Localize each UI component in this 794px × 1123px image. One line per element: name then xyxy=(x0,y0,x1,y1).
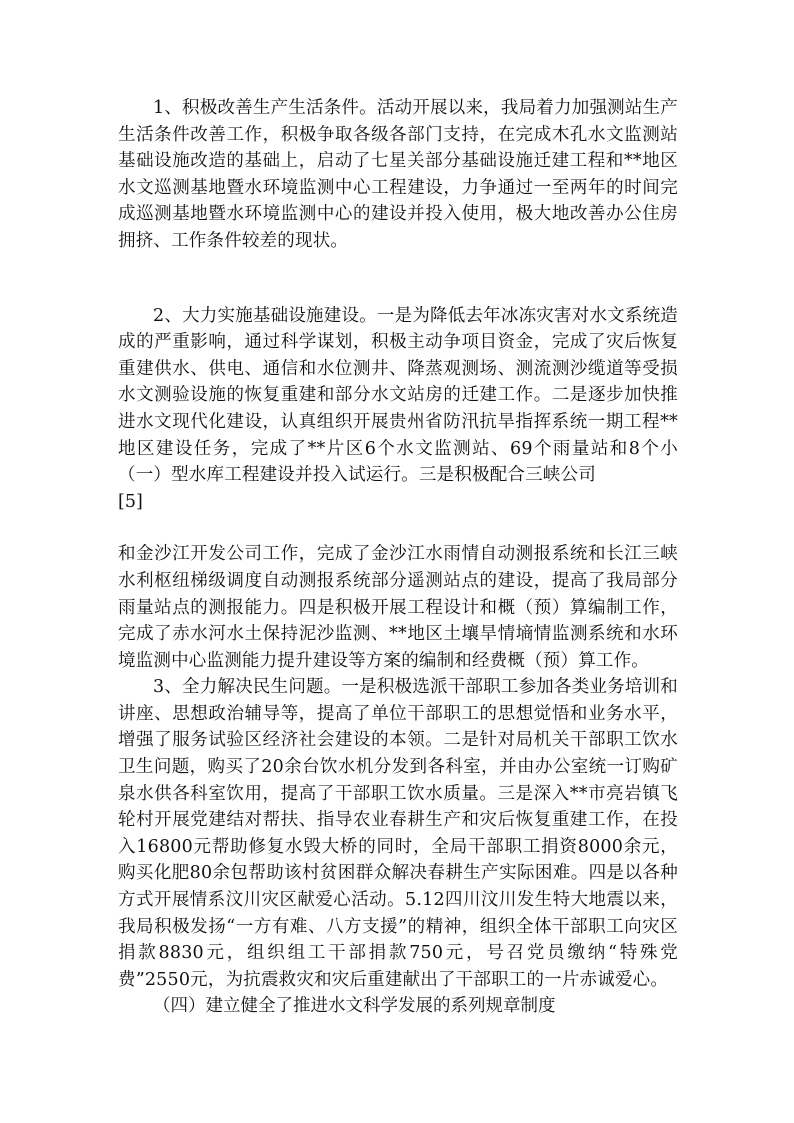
paragraph-gap xyxy=(118,515,678,541)
paragraph-livelihood: 3、全力解决民生问题。一是积极选派干部职工参加各类业务培训和讲座、思想政治辅导等，提高了单位干部职工的思想觉悟和业务水平，增强了服务试验区经济社会建设的本领。二是针对局机关干部职工饮水卫生问题，购买了20余台饮水机分发到各科室，并由办公室统一订购矿泉水供各科室饮用，提高了干部职工饮水质量。三是深入**市亮岩镇飞轮村开展党建结对帮扶、指导农业春耕生产和灾后恢复重建工作，在投入16800元帮助修复水毁大桥的同时，全局干部职工捐资8000余元，购买化肥80余包帮助该村贫困群众解决春耕生产实际困难。四是以各种方式开展情系汶川灾区献爱心活动。5.12四川汶川发生特大地震以来，我局积极发扬“一方有难、八方支援”的精神，组织全体干部职工向灾区捐款8830元，组织组工干部捐款750元，号召党员缴纳“特殊党费”2550元，为抗震救灾和灾后重建献出了干部职工的一片赤诚爱心。 xyxy=(118,677,678,990)
paragraph-gap xyxy=(118,255,678,303)
section-heading-regulations: （四）建立健全了推进水文科学发展的系列规章制度 xyxy=(153,996,556,1017)
reference-marker: [5] xyxy=(118,491,143,512)
paragraph-infrastructure-continued: 和金沙江开发公司工作，完成了金沙江水雨情自动测报系统和长江三峡水利枢纽梯级调度自动测报系统部分遥测站点的建设，提高了我局部分雨量站点的测报能力。四是积极开展工程设计和概（预）算编制工作，完成了赤水河水土保持泥沙监测、**地区土壤旱情墒情监测系统和水环境监测中心监测能力提升建设等方案的编制和经费概（预）算工作。 xyxy=(118,544,678,671)
paragraph-infrastructure: 2、大力实施基础设施建设。一是为降低去年冰冻灾害对水文系统造成的严重影响，通过科学谋划，积极主动争项目资金，完成了灾后恢复重建供水、供电、通信和水位测井、降蒸观测场、测流测沙缆道等受损水文测验设施的恢复重建和部分水文站房的迁建工作。二是逐步加快推进水文现代化建设，认真组织开展贵州省防汛抗旱指挥系统一期工程**地区建设任务，完成了**片区6个水文监测站、69个雨量站和8个小（一）型水库工程建设并投入试运行。三是积极配合三峡公司 xyxy=(118,305,678,486)
document-page xyxy=(118,95,678,1020)
paragraph-improve-living-conditions: 1、积极改善生产生活条件。活动开展以来，我局着力加强测站生产生活条件改善工作，积极争取各级各部门支持，在完成木孔水文监测站基础设施改造的基础上，启动了七星关部分基础设施迁建工程和**地区水文巡测基地暨水环境监测中心工程建设，力争通过一至两年的时间完成巡测基地暨水环境监测中心的建设并投入使用，极大地改善办公住房拥挤、工作条件较差的现状。 xyxy=(118,98,678,251)
